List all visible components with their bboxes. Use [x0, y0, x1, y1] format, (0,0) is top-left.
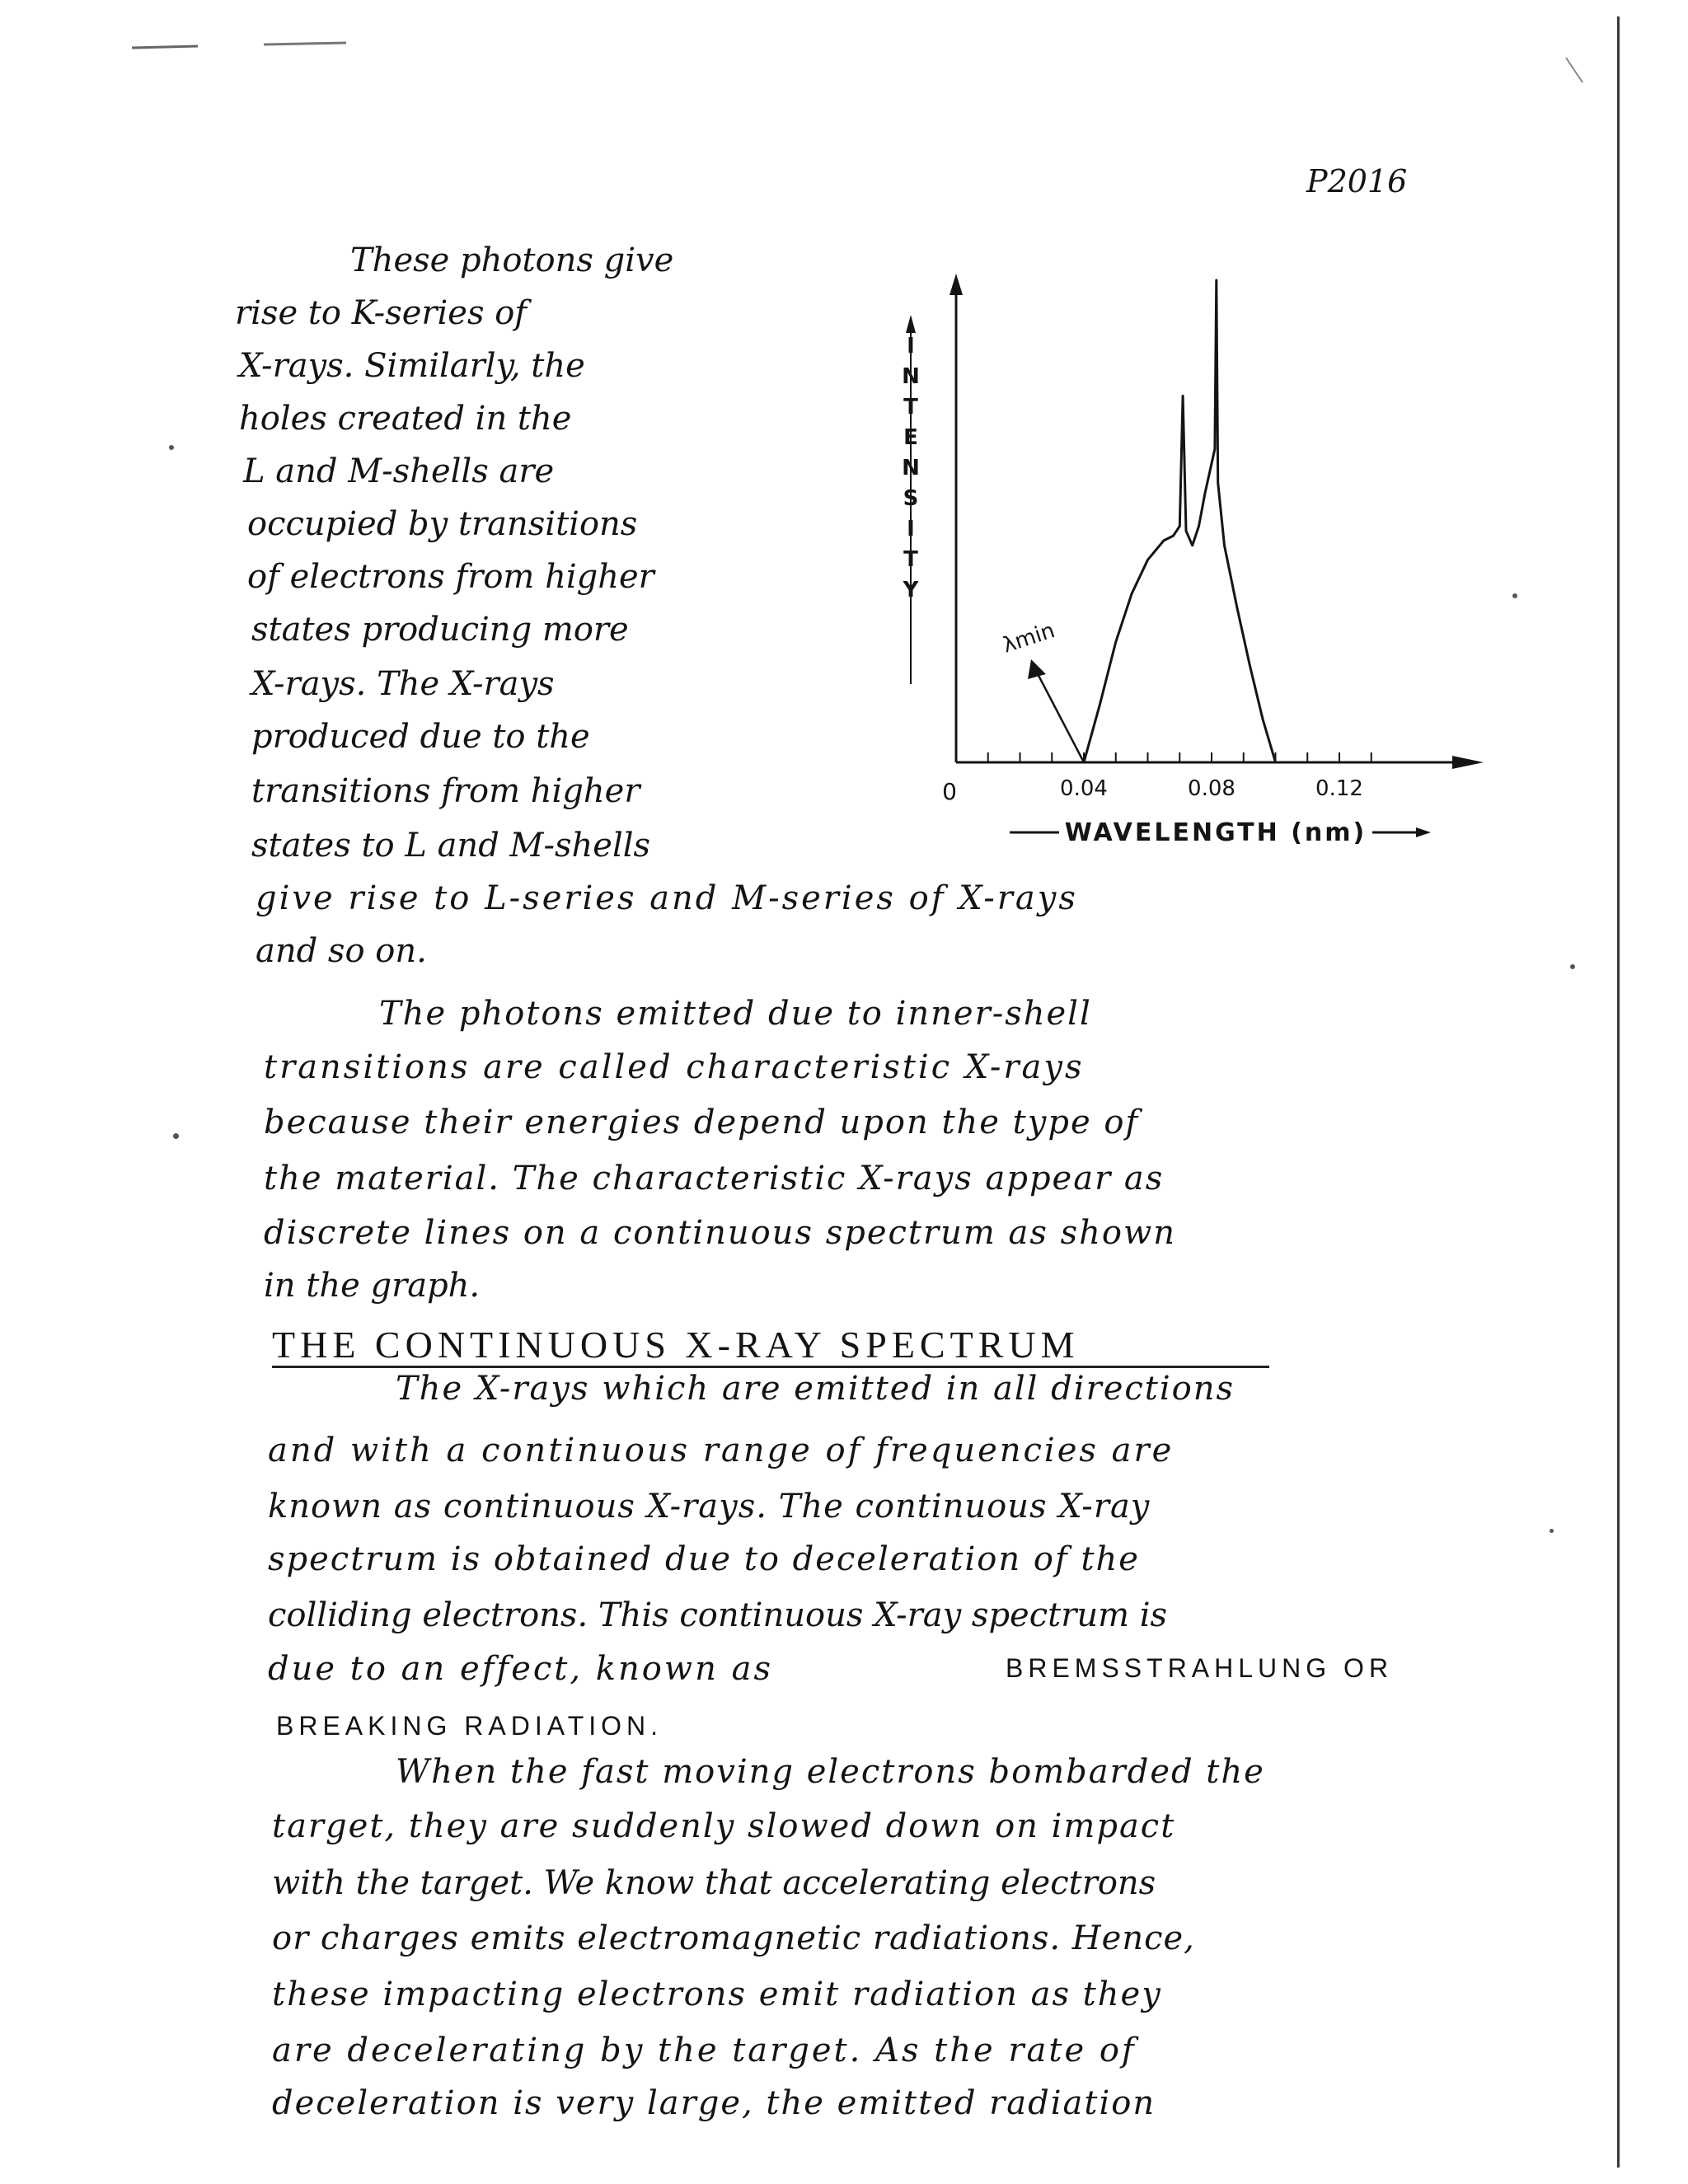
scan-edge-line	[1617, 16, 1620, 2168]
text-line: The photons emitted due to inner-shell	[379, 995, 1092, 1033]
y-axis-label-group	[902, 315, 920, 684]
y-axis-label-letter: T	[903, 395, 918, 419]
y-axis-label	[902, 334, 920, 602]
text-line: transitions are called characteristic X-rays	[264, 1048, 1085, 1086]
heading-underline	[272, 1366, 1269, 1368]
term-breaking-radiation: BREAKING RADIATION.	[276, 1711, 663, 1741]
lambda-min-arrowhead	[1028, 659, 1046, 679]
section-heading: THE CONTINUOUS X-RAY SPECTRUM	[272, 1324, 1080, 1366]
lambda-min-arrow	[1034, 668, 1084, 762]
lambda-min-label: λmin	[999, 618, 1058, 658]
x-tick-label: 0.04	[1060, 776, 1108, 801]
text-line: or charges emits electromagnetic radiations. Hence,	[272, 1919, 1195, 1957]
y-axis-label-letter: T	[903, 547, 918, 572]
text-line: These photons give	[350, 241, 674, 279]
scan-speck	[173, 1133, 179, 1139]
text-line: spectrum is obtained due to deceleration of the	[268, 1540, 1140, 1578]
text-line: because their energies depend upon the type of	[264, 1104, 1140, 1141]
text-line: When the fast moving electrons bombarded the	[396, 1753, 1265, 1791]
x-tick-label: 0.12	[1315, 776, 1363, 801]
y-axis-label-letter: N	[902, 456, 920, 480]
text-line: known as continuous X-rays. The continuous X-ray	[268, 1488, 1151, 1526]
text-line: and with a continuous range of frequencies are	[268, 1432, 1175, 1469]
text-line: L and M-shells are	[243, 452, 555, 490]
y-axis-label-letter: I	[907, 517, 915, 541]
text-line: discrete lines on a continuous spectrum as shown	[264, 1214, 1176, 1252]
y-axis-label-letter: S	[903, 486, 919, 511]
text-line: states to L and M-shells	[251, 827, 651, 865]
origin-label: 0	[942, 778, 957, 805]
x-axis-arrow	[1452, 756, 1484, 769]
text-line: The X-rays which are emitted in all directions	[396, 1370, 1236, 1408]
y-label-arrowhead	[906, 315, 916, 333]
text-line: give rise to L-series and M-series of X-rays	[256, 879, 1078, 917]
text-line: with the target. We know that accelerating electrons	[272, 1864, 1156, 1902]
y-axis-label-letter: N	[902, 364, 920, 389]
text-line: transitions from higher	[251, 772, 640, 810]
y-axis-label-letter: E	[903, 425, 918, 450]
y-axis-arrow	[950, 274, 963, 295]
y-axis-label-letter: I	[907, 334, 915, 359]
text-line: of electrons from higher	[247, 558, 654, 596]
text-line: occupied by transitions	[247, 505, 638, 543]
text-line: colliding electrons. This continuous X-ray spectrum is	[268, 1596, 1168, 1634]
scan-speck	[1550, 1529, 1554, 1533]
x-tick-label: 0.08	[1188, 776, 1236, 801]
y-axis-label-letter: Y	[903, 578, 919, 602]
text-line: X-rays. The X-rays	[251, 665, 555, 703]
term-bremsstrahlung: BREMSSTRAHLUNG OR	[1006, 1653, 1394, 1683]
x-axis-label: WAVELENGTH (nm)	[1064, 818, 1367, 847]
intensity-wavelength-chart	[874, 255, 1500, 857]
text-line: states producing more	[251, 611, 629, 649]
scan-speck	[169, 445, 174, 450]
text-line: the material. The characteristic X-rays appear as	[264, 1160, 1165, 1197]
text-line: and so on.	[256, 932, 427, 970]
text-line: in the graph.	[264, 1267, 481, 1305]
page-number: P2016	[1306, 163, 1408, 199]
x-ticks	[988, 752, 1372, 801]
text-line: deceleration is very large, the emitted radiation	[272, 2084, 1156, 2122]
scan-speck	[1512, 593, 1517, 598]
text-line: holes created in the	[239, 400, 572, 438]
spectrum-curve	[1084, 280, 1276, 762]
scan-speck	[1570, 964, 1575, 969]
lambda-min-annotation	[1000, 618, 1084, 762]
text-line: these impacting electrons emit radiation as they	[272, 1975, 1162, 2013]
text-line: due to an effect, known as	[268, 1650, 773, 1688]
text-line: target, they are suddenly slowed down on impact	[272, 1807, 1176, 1845]
scan-artifact-top	[132, 33, 1615, 91]
text-line: produced due to the	[251, 718, 590, 756]
text-line: rise to K-series of	[235, 294, 528, 332]
text-line: X-rays. Similarly, the	[239, 347, 585, 385]
x-axis-label-group	[1010, 818, 1431, 847]
text-line: are decelerating by the target. As the rate of	[272, 2032, 1137, 2069]
x-label-arrowhead	[1416, 827, 1431, 837]
